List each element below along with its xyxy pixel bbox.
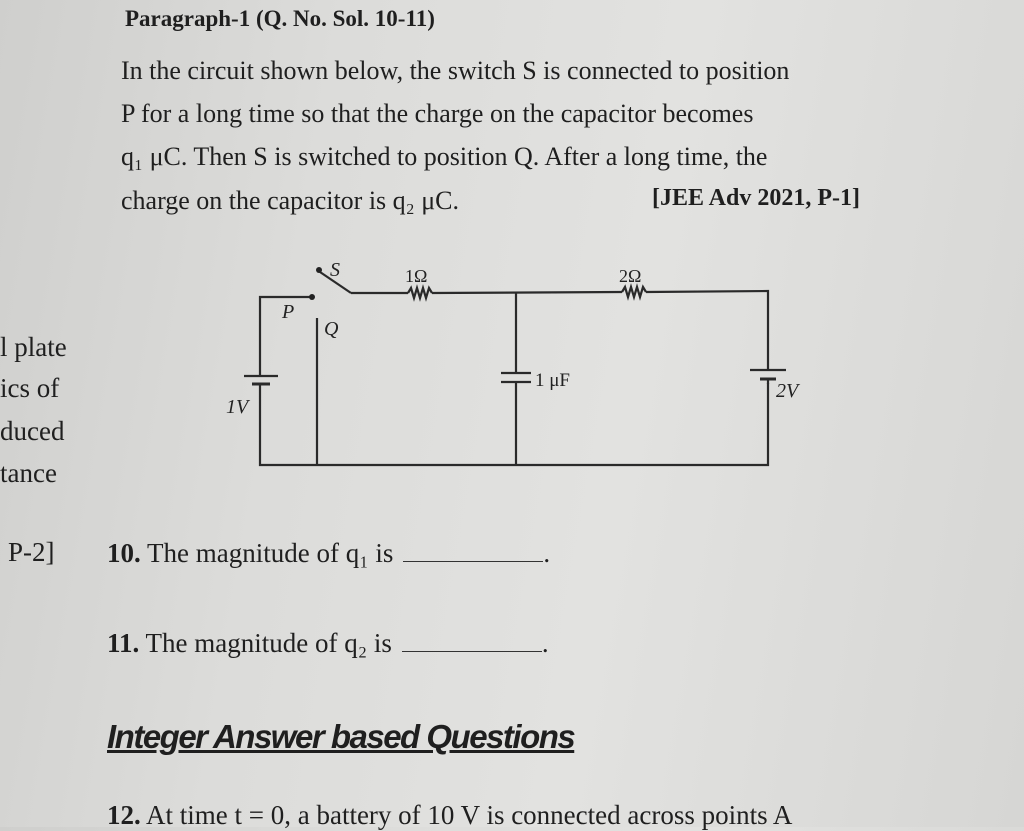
exam-reference: [JEE Adv 2021, P-1] <box>652 185 861 211</box>
answer-blank <box>402 651 542 652</box>
switch-terminal-p <box>309 294 315 300</box>
answer-blank <box>403 561 543 562</box>
question-12 <box>107 800 792 831</box>
paragraph-line: charge on the capacitor is q₂ μC. <box>121 186 460 215</box>
label-r2: 2Ω <box>619 266 642 286</box>
paragraph-title: Paragraph-1 (Q. No. Sol. 10-11) <box>125 6 435 31</box>
label-s: S <box>330 259 340 281</box>
question-number: 11. <box>107 628 140 658</box>
question-text: The magnitude of q₁ is <box>147 538 394 568</box>
question-number: 10. <box>107 538 141 568</box>
label-battery2: 2V <box>776 380 799 402</box>
paragraph-line: q₁ μC. Then S is switched to position Q. After a long time, the <box>121 142 768 171</box>
question-10: 10. The magnitude of q₁ is . <box>107 538 551 568</box>
side-fragment: duced <box>0 416 65 446</box>
side-fragment: tance <box>0 458 57 488</box>
label-q: Q <box>324 318 339 340</box>
side-fragment: l plate <box>0 332 67 362</box>
question-number: 12. <box>107 800 141 830</box>
paragraph-line: In the circuit shown below, the switch S is connected to position <box>121 56 790 85</box>
label-p: P <box>282 301 295 323</box>
label-r1: 1Ω <box>405 266 428 286</box>
question-11: 11. The magnitude of q₂ is . <box>107 628 549 658</box>
label-capacitor: 1 μF <box>535 370 571 391</box>
paragraph-line: P for a long time so that the charge on the capacitor becomes <box>121 99 754 128</box>
label-battery1: 1V <box>226 396 249 418</box>
side-fragment: ics of <box>0 373 60 403</box>
switch-terminal-s <box>316 267 322 273</box>
question-text: At time t = 0, a battery of 10 V is connected across points A <box>146 800 793 830</box>
question-text: The magnitude of q₂ is <box>145 628 392 658</box>
side-fragment: P-2] <box>8 537 55 567</box>
section-heading: Integer Answer based Questions <box>107 718 575 755</box>
